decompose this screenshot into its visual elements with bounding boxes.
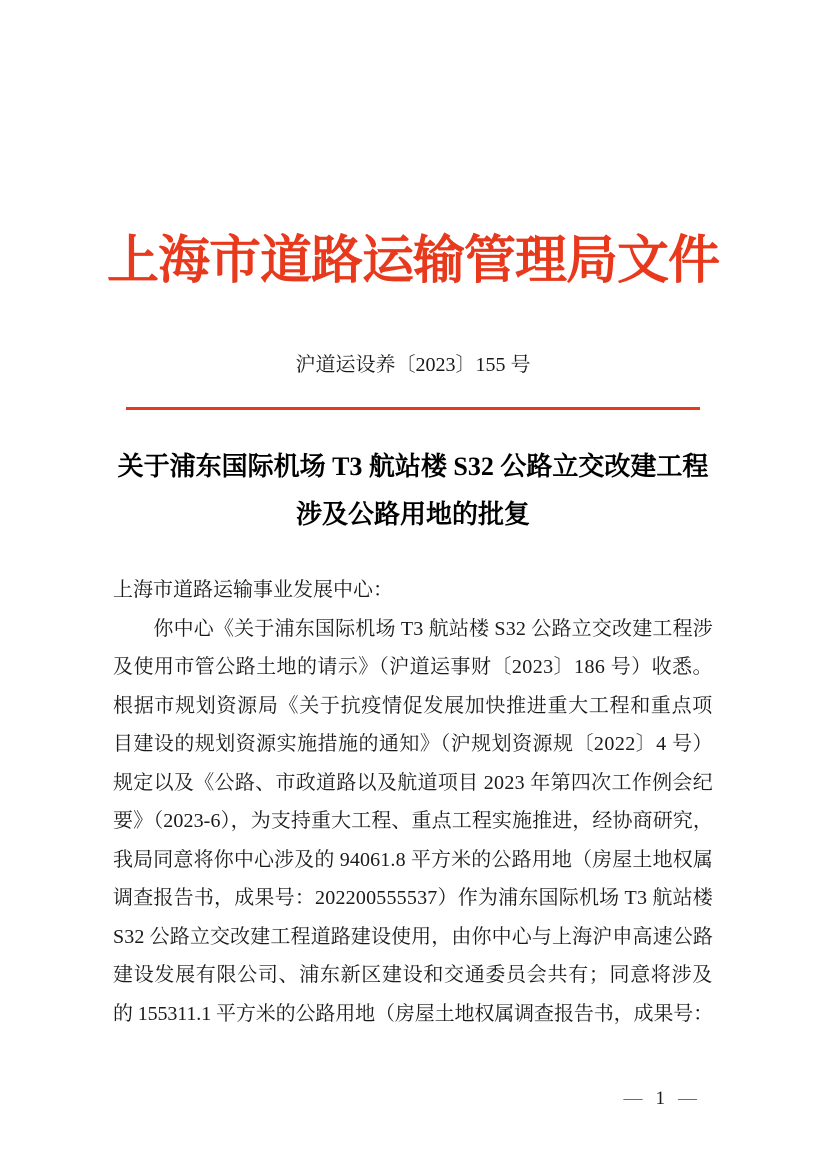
body-line: 规定以及《公路、市政道路以及航道项目 2023 年第四次工作例会纪 bbox=[113, 771, 713, 794]
red-divider-line bbox=[126, 407, 700, 410]
body-paragraph bbox=[113, 610, 713, 1034]
page-footer bbox=[0, 1086, 826, 1112]
document-title-line-1: 关于浦东国际机场 T3 航站楼 S32 公路立交改建工程 bbox=[117, 452, 709, 481]
document-number: 沪道运设养〔2023〕155 号 bbox=[295, 354, 531, 376]
body-line: 目建设的规划资源实施措施的通知》（沪规划资源规〔2022〕4 号） bbox=[113, 733, 713, 755]
body-line: 根据市规划资源局《关于抗疫情促发展加快推进重大工程和重点项 bbox=[113, 694, 713, 717]
body-line: 及使用市管公路土地的请示》（沪道运事财〔2023〕186 号）收悉。 bbox=[113, 656, 713, 678]
body-line: 要》（2023-6），为支持重大工程、重点工程实施推进，经协商研究， bbox=[113, 810, 713, 832]
salutation-line: 上海市道路运输事业发展中心： bbox=[113, 579, 393, 601]
body-line: 的 155311.1 平方米的公路用地（房屋土地权属调查报告书，成果号： bbox=[113, 1002, 713, 1025]
body-line: 调查报告书，成果号：202200555537）作为浦东国际机场 T3 航站楼 bbox=[113, 887, 713, 909]
body-line: 你中心《关于浦东国际机场 T3 航站楼 S32 公路立交改建工程涉 bbox=[113, 617, 713, 640]
footer-dash-right: — bbox=[678, 1088, 697, 1109]
page-number: 1 bbox=[655, 1088, 665, 1109]
document-title-line-2: 涉及公路用地的批复 bbox=[295, 500, 530, 529]
document-title bbox=[0, 443, 826, 539]
footer-dash-left: — bbox=[623, 1088, 643, 1109]
agency-letterhead-title: 上海市道路运输管理局文件 bbox=[106, 233, 719, 290]
body-line: 建设发展有限公司、浦东新区建设和交通委员会共有；同意将涉及 bbox=[113, 964, 713, 986]
body-line: 我局同意将你中心涉及的 94061.8 平方米的公路用地（房屋土地权属 bbox=[113, 848, 713, 871]
document-body bbox=[113, 571, 713, 1033]
body-line: S32 公路立交改建工程道路建设使用，由你中心与上海沪申高速公路 bbox=[113, 925, 713, 948]
